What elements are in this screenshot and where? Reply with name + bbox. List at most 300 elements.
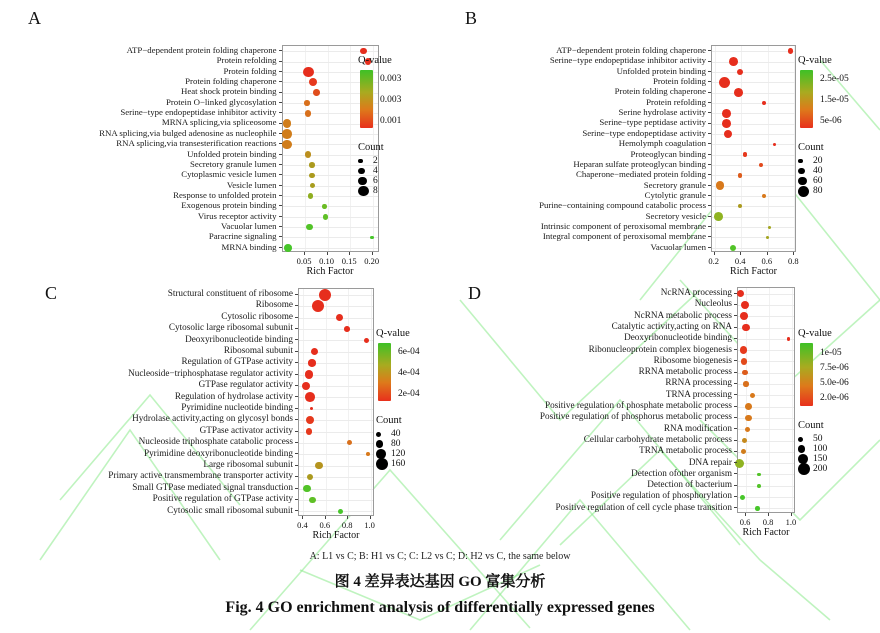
category-label: Detection ofother organism: [631, 467, 732, 478]
qvalue-legend-label: 1.5e-05: [820, 95, 849, 106]
count-dot: [376, 440, 383, 447]
count-legend-title: Count: [358, 142, 384, 153]
data-point: [338, 509, 343, 514]
data-point: [719, 77, 730, 88]
y-tick: [708, 143, 711, 144]
count-legend-value: 40: [391, 429, 401, 439]
data-point: [722, 109, 731, 118]
y-tick: [734, 383, 737, 384]
y-tick: [708, 50, 711, 51]
category-label: Positive regulation of phosphorylation: [590, 490, 732, 501]
y-tick: [708, 133, 711, 134]
qvalue-legend-label: 2e-04: [398, 389, 420, 400]
plot-area-B: [711, 45, 796, 252]
gridline: [769, 288, 770, 512]
y-tick: [295, 453, 298, 454]
data-point: [284, 244, 292, 252]
count-legend-title: Count: [376, 415, 402, 426]
x-tick-label: 0.6: [319, 520, 331, 530]
qvalue-legend-label: 6e-04: [398, 347, 420, 358]
count-dot-cell: [358, 168, 373, 175]
qvalue-legend-label: 4e-04: [398, 368, 420, 379]
category-label: Heat shock protein binding: [180, 86, 277, 97]
y-tick: [708, 164, 711, 165]
x-tick: [304, 252, 305, 255]
x-tick: [347, 516, 348, 519]
y-tick: [708, 174, 711, 175]
count-legend-item: [798, 444, 880, 454]
gridline: [738, 452, 794, 453]
y-tick: [295, 305, 298, 306]
y-tick: [708, 185, 711, 186]
category-label: Virus receptor activity: [197, 210, 277, 221]
data-point: [743, 381, 748, 386]
gridline: [712, 175, 795, 176]
data-point: [742, 324, 750, 332]
count-legend-value: 100: [813, 444, 828, 454]
data-point: [347, 440, 352, 445]
qvalue-legend-label: 5.0e-06: [820, 378, 849, 389]
y-tick: [734, 507, 737, 508]
data-point: [762, 101, 766, 105]
legend-B: [798, 55, 880, 196]
count-legend-item: [798, 434, 880, 444]
data-point: [310, 183, 316, 189]
data-point: [741, 301, 750, 310]
category-label: Deoxyribonucleotide binding: [185, 333, 293, 344]
x-tick: [740, 252, 741, 255]
count-legend-item: [376, 439, 468, 449]
y-tick: [295, 396, 298, 397]
category-label: DNA repair: [688, 456, 732, 467]
count-legend-value: 8: [373, 186, 378, 196]
category-label: Unfolded protein binding: [616, 65, 706, 76]
gridline: [328, 46, 329, 251]
gridline: [741, 46, 742, 251]
count-legend-value: 150: [813, 454, 828, 464]
count-legend-value: 2: [373, 156, 378, 166]
category-label: Serine hydrolase activity: [618, 107, 706, 118]
category-label: Protein folding: [652, 76, 706, 87]
count-dot: [358, 159, 363, 164]
qvalue-legend-title: Q-value: [358, 55, 392, 66]
gridline: [299, 295, 373, 296]
y-tick: [708, 216, 711, 217]
category-label: Regulation of GTPase activity: [181, 356, 293, 367]
x-tick-label: 0.6: [739, 517, 751, 527]
qvalue-legend-title: Q-value: [798, 55, 832, 66]
gridline: [738, 474, 794, 475]
data-point: [759, 163, 763, 167]
data-point: [309, 162, 315, 168]
category-label: MRNA binding: [221, 241, 277, 252]
count-dot-cell: [376, 432, 391, 437]
qvalue-legend-title: Q-value: [798, 328, 832, 339]
y-tick: [279, 102, 282, 103]
data-point: [302, 382, 310, 390]
gridline: [299, 329, 373, 330]
gridline: [792, 288, 793, 512]
gridline: [283, 206, 378, 207]
data-point: [336, 314, 343, 321]
x-tick-label: 0.2: [708, 256, 719, 266]
data-point: [735, 459, 744, 468]
gridline: [299, 466, 373, 467]
count-legend-value: 40: [813, 166, 823, 176]
data-point: [755, 506, 760, 511]
x-tick: [349, 252, 350, 255]
qvalue-legend-label: 1e-05: [820, 348, 842, 359]
data-point: [738, 173, 743, 178]
y-tick: [734, 440, 737, 441]
count-dot: [798, 437, 803, 442]
count-legend-item: [358, 176, 450, 186]
data-point: [750, 393, 755, 398]
data-point: [766, 236, 769, 239]
y-tick: [708, 112, 711, 113]
y-tick: [279, 92, 282, 93]
x-axis-title: Rich Factor: [306, 266, 354, 277]
y-tick: [295, 476, 298, 477]
category-label: Cytosolic large ribosomal subunit: [168, 322, 293, 333]
count-dot: [358, 168, 365, 175]
data-point: [305, 392, 315, 402]
gridline: [712, 186, 795, 187]
count-legend-item: [376, 429, 468, 439]
y-tick: [734, 485, 737, 486]
gridline: [350, 46, 351, 251]
gridline: [794, 46, 795, 251]
x-tick-label: 0.4: [297, 520, 308, 530]
x-tick-label: 0.05: [296, 256, 312, 266]
x-tick: [370, 516, 371, 519]
count-legend-value: 200: [813, 464, 828, 474]
count-legend-item: [358, 156, 450, 166]
y-tick: [708, 123, 711, 124]
data-point: [714, 212, 723, 221]
category-label: Cytolytic granule: [644, 189, 706, 200]
data-point: [313, 89, 320, 96]
category-label: Detection of bacterium: [647, 479, 732, 490]
category-label: RNA modification: [663, 422, 732, 433]
y-tick: [279, 247, 282, 248]
category-label: Nucleolus: [694, 298, 732, 309]
category-label: GTPase regulator activity: [198, 379, 293, 390]
category-label: Ribosome: [255, 299, 293, 310]
y-tick: [734, 349, 737, 350]
y-tick: [734, 304, 737, 305]
y-tick: [279, 164, 282, 165]
data-point: [309, 173, 315, 179]
y-tick: [279, 143, 282, 144]
y-tick: [708, 247, 711, 248]
y-tick: [295, 328, 298, 329]
panel-label-B: B: [465, 8, 478, 28]
data-point: [370, 236, 374, 240]
y-tick: [295, 431, 298, 432]
gridline: [712, 217, 795, 218]
count-legend-value: 80: [391, 439, 401, 449]
data-point: [309, 78, 318, 87]
gridline: [712, 237, 795, 238]
y-tick: [295, 510, 298, 511]
category-label: Purine−containing compound catabolic process: [539, 200, 706, 211]
data-point: [734, 88, 743, 97]
y-tick: [734, 394, 737, 395]
data-point: [283, 119, 292, 128]
gridline: [712, 248, 795, 249]
category-label: Secretory granule lumen: [190, 158, 277, 169]
count-dot-cell: [358, 186, 373, 197]
category-label: Cellular carbohydrate metabolic process: [583, 433, 732, 444]
count-dot: [376, 458, 388, 470]
gridline: [348, 289, 349, 515]
data-point: [305, 151, 312, 158]
x-axis-title: Rich Factor: [742, 527, 790, 538]
category-label: Pyrimidine deoxyribonucleotide binding: [143, 447, 293, 458]
data-point: [360, 48, 367, 55]
x-tick-label: 1.0: [364, 520, 375, 530]
y-tick: [295, 294, 298, 295]
data-point: [311, 348, 318, 355]
count-dot: [798, 168, 805, 175]
gridline: [712, 103, 795, 104]
data-point: [307, 474, 313, 480]
category-label: ATP−dependent protein folding chaperone: [126, 45, 277, 55]
gridline: [738, 294, 794, 295]
count-legend-title: Count: [798, 142, 824, 153]
y-tick: [734, 451, 737, 452]
y-tick: [734, 473, 737, 474]
x-tick-label: 1.0: [785, 517, 797, 527]
qvalue-gradient: [358, 70, 438, 128]
qvalue-gradient-bar: [378, 343, 391, 401]
gridline: [712, 155, 795, 156]
gridline: [712, 93, 795, 94]
count-legend-item: [798, 186, 880, 196]
data-point: [312, 300, 324, 312]
category-label: Proteoglycan binding: [630, 148, 706, 159]
x-tick-label: 0.8: [788, 256, 799, 266]
y-tick: [295, 317, 298, 318]
category-label: RNA splicing,via transesterification reactions: [116, 138, 277, 149]
category-label: Positive regulation of phosphorus metabolic process: [539, 411, 732, 422]
legend-D: [798, 328, 880, 474]
y-tick: [708, 236, 711, 237]
y-tick: [708, 205, 711, 206]
category-label: TRNA metabolic process: [639, 445, 732, 456]
y-tick: [279, 123, 282, 124]
y-tick: [279, 71, 282, 72]
x-tick: [791, 513, 792, 516]
y-tick: [295, 362, 298, 363]
category-label: RRNA processing: [665, 377, 732, 388]
category-label: Protein refolding: [216, 55, 277, 66]
plot-area-D: [737, 287, 795, 513]
x-axis-title: Rich Factor: [730, 266, 777, 277]
count-dot-cell: [376, 458, 391, 470]
data-point: [306, 416, 314, 424]
count-dot: [358, 177, 367, 186]
data-point: [762, 194, 766, 198]
y-tick: [279, 61, 282, 62]
x-tick: [793, 252, 794, 255]
category-label: Intrinsic component of peroxisomal membrane: [540, 220, 706, 231]
y-tick: [734, 293, 737, 294]
count-dot-cell: [798, 437, 813, 442]
figure-caption-chinese: 图 4 差异表达基因 GO 富集分析: [334, 574, 546, 590]
panel-label-A: A: [28, 8, 41, 28]
category-label: Hemolymph coagulation: [618, 138, 706, 149]
gridline: [712, 72, 795, 73]
data-point: [315, 462, 322, 469]
category-label: Large ribosomal subunit: [203, 459, 293, 469]
y-tick: [279, 133, 282, 134]
y-tick: [295, 339, 298, 340]
data-point: [757, 473, 761, 477]
y-tick: [295, 408, 298, 409]
category-label: Serine−type endopeptidase activity: [582, 127, 706, 138]
count-legend-item: [798, 464, 880, 474]
y-tick: [708, 61, 711, 62]
qvalue-gradient: [376, 343, 456, 401]
category-label: Small GTPase mediated signal transduction: [132, 481, 293, 492]
x-tick: [302, 516, 303, 519]
count-legend-item: [798, 156, 880, 166]
category-label: Protein O−linked glycosylation: [165, 96, 277, 107]
qvalue-legend-label: 0.003: [380, 74, 402, 85]
category-label: Secretory vesicle: [645, 210, 706, 221]
data-point: [745, 427, 750, 432]
qvalue-gradient-bar: [360, 70, 373, 128]
category-label: Vacuolar lumen: [221, 220, 277, 231]
data-point: [730, 245, 736, 251]
qvalue-gradient: [798, 70, 878, 128]
gridline: [303, 289, 304, 515]
qvalue-legend-label: 7.5e-06: [820, 363, 849, 374]
count-legend-item: [358, 166, 450, 176]
x-tick: [714, 252, 715, 255]
panel-label-D: D: [468, 283, 481, 303]
category-label: Hydrolase activity,acting on glycosyl bonds: [132, 413, 293, 424]
data-point: [309, 497, 316, 504]
count-legend-item: [358, 186, 450, 196]
x-tick-label: 0.6: [761, 256, 773, 266]
category-label: Cytosolic ribosome: [221, 310, 293, 321]
y-tick: [295, 488, 298, 489]
count-legend-item: [798, 166, 880, 176]
y-tick: [279, 226, 282, 227]
qvalue-legend-title: Q-value: [376, 328, 410, 339]
y-tick: [279, 174, 282, 175]
y-tick: [279, 195, 282, 196]
qvalue-legend-label: 2.5e-05: [820, 74, 849, 85]
data-point: [773, 143, 776, 146]
category-label: Pyrimidine nucleotide binding: [181, 402, 293, 412]
count-dot-cell: [798, 177, 813, 186]
category-label: Ribonucleoprotein complex biogenesis: [588, 343, 732, 354]
legend-C: [376, 328, 468, 469]
gridline: [371, 289, 372, 515]
x-tick-label: 0.15: [341, 256, 357, 266]
category-label: Chaperone−mediated protein folding: [575, 169, 706, 180]
y-tick: [279, 216, 282, 217]
y-tick: [279, 185, 282, 186]
category-label: Paracrine signaling: [208, 231, 277, 242]
y-tick: [734, 338, 737, 339]
x-tick: [372, 252, 373, 255]
x-tick: [327, 252, 328, 255]
category-label: Integral component of peroxisomal membrane: [542, 231, 706, 242]
data-point: [323, 214, 329, 220]
count-dot: [358, 186, 369, 197]
data-point: [319, 289, 331, 301]
count-dot-cell: [358, 177, 373, 186]
category-label: Ribosomal subunit: [223, 345, 293, 355]
category-label: Exogenous protein binding: [181, 200, 277, 211]
y-tick: [708, 71, 711, 72]
count-dot: [798, 186, 809, 197]
y-tick: [734, 462, 737, 463]
data-point: [308, 193, 314, 199]
gridline: [712, 196, 795, 197]
category-label: RNA splicing,via bulged adenosine as nucleophile: [99, 127, 277, 138]
data-point: [716, 181, 725, 190]
category-label: ATP−dependent protein folding chaperone: [556, 45, 706, 55]
gridline: [738, 339, 794, 340]
gridline: [299, 454, 373, 455]
gridline: [738, 508, 794, 509]
data-point: [788, 48, 794, 54]
x-tick-label: 0.8: [762, 517, 774, 527]
category-label: Cytoplasmic vesicle lumen: [181, 169, 277, 180]
data-point: [742, 370, 747, 375]
y-tick: [295, 351, 298, 352]
count-dot: [798, 445, 805, 452]
category-label: RRNA metabolic process: [638, 366, 732, 377]
data-point: [757, 484, 761, 488]
data-point: [724, 130, 733, 139]
category-label: Positive regulation of phosphate metabolic process: [544, 400, 732, 410]
x-axis-title: Rich Factor: [312, 530, 360, 541]
x-tick-label: 0.8: [341, 520, 353, 530]
category-label: Nucleoside−triphosphatase regulator activity: [128, 367, 293, 378]
qvalue-legend-label: 0.003: [380, 95, 402, 106]
count-dot: [798, 159, 803, 164]
y-tick: [734, 360, 737, 361]
y-tick: [708, 92, 711, 93]
category-label: Positive regulation of GTPase activity: [152, 493, 293, 504]
legend-A: [358, 55, 450, 196]
count-dot-cell: [376, 440, 391, 447]
category-label: Vesicle lumen: [226, 179, 277, 190]
category-label: Positive regulation of cell cycle phase transition: [555, 501, 732, 512]
data-point: [282, 140, 292, 150]
y-tick: [708, 81, 711, 82]
data-point: [305, 110, 312, 117]
count-dot-cell: [798, 445, 813, 452]
x-tick: [768, 513, 769, 516]
panel-label-C: C: [45, 283, 58, 303]
data-point: [304, 100, 310, 106]
gridline: [712, 62, 795, 63]
count-legend-value: 60: [813, 176, 823, 186]
count-legend-value: 4: [373, 166, 378, 176]
category-label: Regulation of hydrolase activity: [174, 390, 293, 401]
category-label: Structural constituent of ribosome: [167, 288, 293, 298]
x-tick-label: 0.4: [734, 256, 746, 266]
y-tick: [279, 81, 282, 82]
